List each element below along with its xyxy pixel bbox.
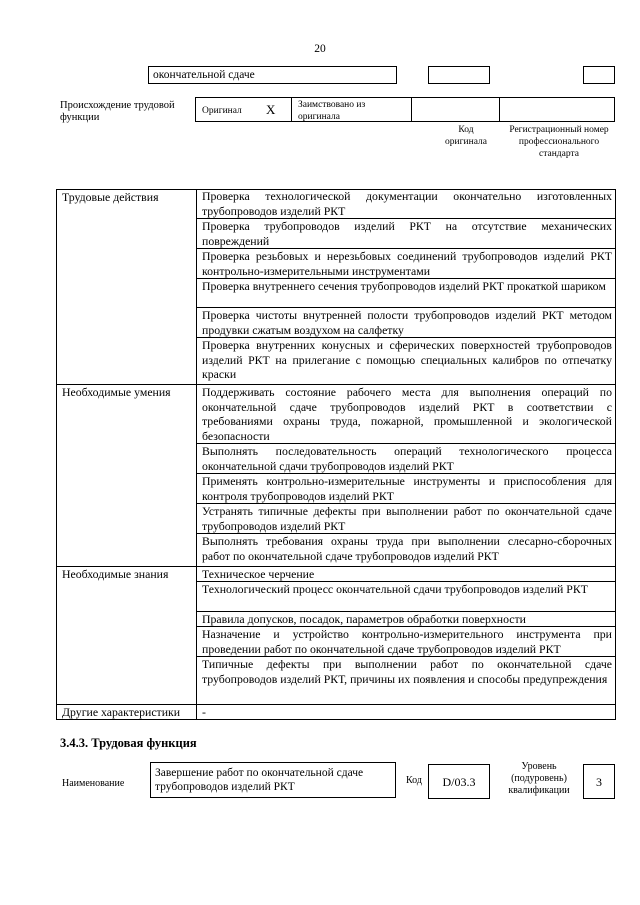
- knowledge-item: Типичные дефекты при выполнении работ по окончательной сдаче трубопроводов изделий РКТ, причины их появления и способы предупреждения: [202, 657, 612, 686]
- labor-action-item: Проверка технологической документации окончательно изготовленных трубопроводов изделий РКТ: [202, 189, 612, 218]
- skill-item: Поддерживать состояние рабочего места для выполнения операций по окончательной сдаче трубопроводов изделий РКТ в соответствии с требованиями охраны труда, пожарной, промышленной и экологической безопасности: [202, 385, 612, 443]
- name-value: Завершение работ по окончательной сдаче трубопроводов изделий РКТ: [155, 767, 364, 793]
- skills-label: Необходимые умения: [62, 385, 171, 399]
- level-label: Уровень (подуровень) квалификации: [508, 761, 570, 796]
- section-heading: 3.4.3. Трудовая функция: [60, 736, 197, 750]
- code-caption: Код оригинала: [445, 125, 487, 147]
- borrowed-label: Заимствовано из оригинала: [298, 100, 366, 122]
- code-box-empty: [428, 66, 490, 84]
- labor-action-item: Проверка внутреннего сечения трубопроводов изделий РКТ прокаткой шариком: [202, 279, 606, 293]
- code-box: [428, 764, 490, 799]
- original-label: Оригинал: [202, 106, 242, 116]
- knowledge-item: Техническое черчение: [202, 567, 315, 581]
- origin-label: Происхождение трудовой функции: [60, 100, 175, 123]
- original-mark: X: [266, 102, 276, 117]
- labor-action-item: Проверка чистоты внутренней полости трубопроводов изделий РКТ методом продувки сжатым воздухом на салфетку: [202, 308, 612, 337]
- level-box-empty: [583, 66, 615, 84]
- function-name-tail: окончательной сдаче: [153, 69, 255, 81]
- reg-caption: Регистрационный номер профессионального стандарта: [509, 125, 609, 159]
- code-value: D/03.3: [442, 775, 476, 789]
- skill-item: Применять контрольно-измерительные инструменты и приспособления для контроля трубопроводов изделий РКТ: [202, 474, 612, 503]
- origin-table: [195, 97, 615, 122]
- other-label: Другие характеристики: [62, 705, 181, 719]
- code-label: Код: [406, 775, 422, 786]
- knowledge-item: Правила допусков, посадок, параметров обработки поверхности: [202, 612, 526, 626]
- page-number: 20: [314, 43, 326, 55]
- name-label: Наименование: [62, 778, 125, 789]
- name-box: [150, 762, 396, 798]
- labor-action-item: Проверка трубопроводов изделий РКТ на отсутствие механических повреждений: [202, 219, 612, 248]
- knowledge-item: Технологический процесс окончательной сдачи трубопроводов изделий РКТ: [202, 582, 588, 596]
- skill-item: Выполнять требования охраны труда при выполнении слесарно-сборочных работ по окончательной сдаче трубопроводов изделий РКТ: [202, 534, 612, 563]
- labor-action-item: Проверка внутренних конусных и сферических поверхностей трубопроводов изделий РКТ на прилегание с помощью специальных калибров по отпечатку краски: [202, 338, 612, 382]
- other-value: -: [202, 705, 206, 719]
- labor-action-item: Проверка резьбовых и нерезьбовых соединений трубопроводов изделий РКТ контрольно-измерительными инструментами: [202, 249, 612, 278]
- function-name-box: [148, 66, 397, 84]
- knowledge-item: Назначение и устройство контрольно-измерительного инструмента при проведении работ по окончательной сдаче трубопроводов изделий РКТ: [202, 627, 612, 656]
- labor-actions-label: Трудовые действия: [62, 190, 159, 204]
- skill-item: Выполнять последовательность операций технологического процесса окончательной сдачи трубопроводов изделий РКТ: [202, 444, 612, 473]
- level-value: 3: [596, 775, 602, 789]
- skill-item: Устранять типичные дефекты при выполнении работ по окончательной сдаче трубопроводов изделий РКТ: [202, 504, 612, 533]
- knowledge-label: Необходимые знания: [62, 567, 169, 581]
- level-box: [583, 764, 615, 799]
